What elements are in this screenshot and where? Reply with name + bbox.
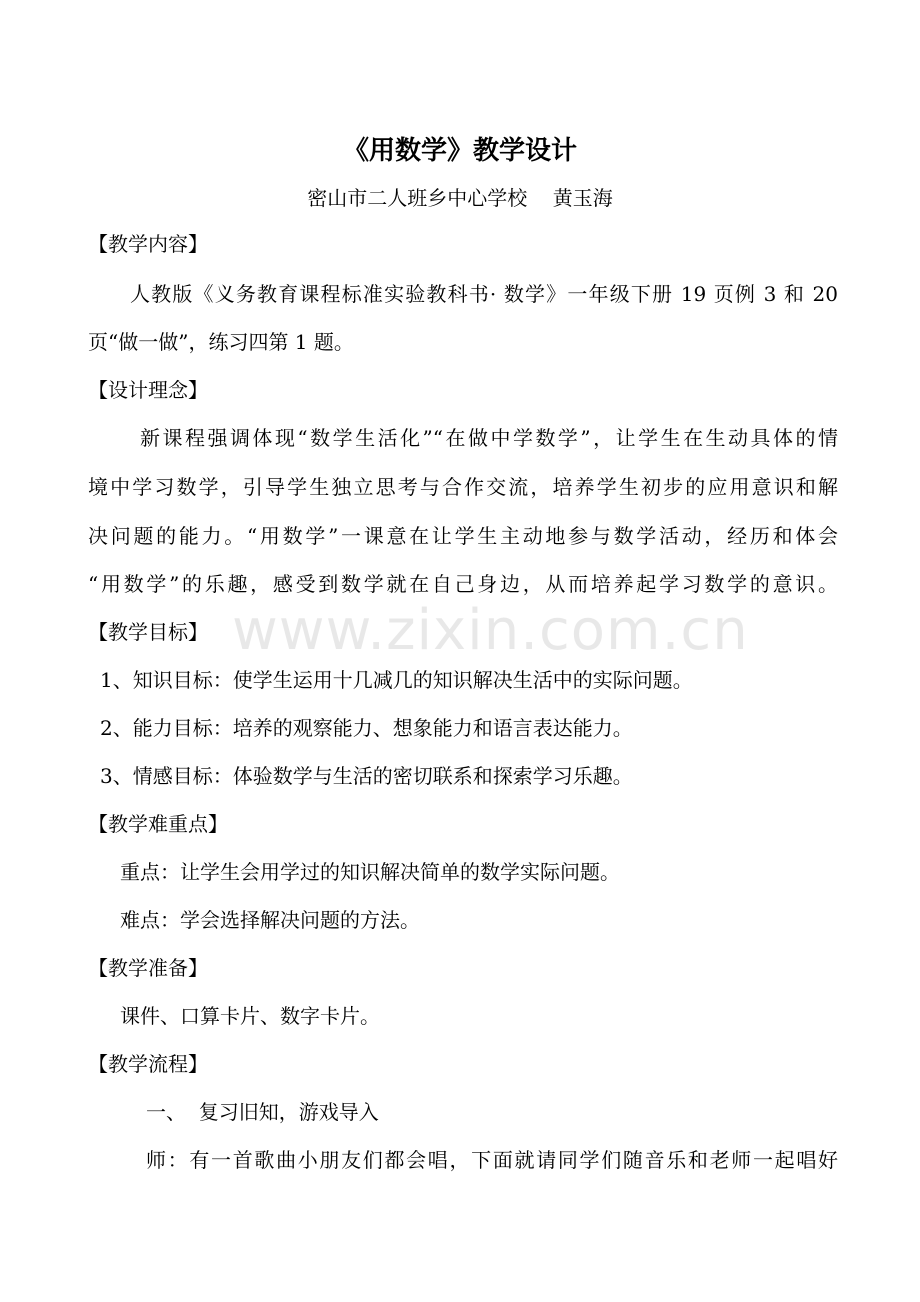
concept-paragraph-line: 决问题的能力。“用数学”一课意在让学生主动地参与数学活动，经历和体会 xyxy=(88,524,838,548)
section-heading-key-points: 【教学难重点】 xyxy=(88,812,228,836)
process-paragraph-line: 师：有一首歌曲小朋友们都会唱，下面就请同学们随音乐和老师一起唱好 xyxy=(146,1148,838,1172)
section-heading-process: 【教学流程】 xyxy=(88,1052,208,1076)
section-heading-goals: 【教学目标】 xyxy=(88,620,208,644)
concept-paragraph-line: 境中学习数学，引导学生独立思考与合作交流，培养学生初步的应用意识和解 xyxy=(88,475,838,499)
concept-paragraph-line: “用数学”的乐趣，感受到数学就在自己身边，从而培养起学习数学的意识。 xyxy=(88,572,838,596)
content-paragraph-line: 页“做一做”，练习四第 1 题。 xyxy=(88,330,354,354)
section-heading-preparation: 【教学准备】 xyxy=(88,956,208,980)
preparation-text: 课件、口算卡片、数字卡片。 xyxy=(120,1004,380,1028)
content-paragraph-line: 人教版《义务教育课程标准实验教科书· 数学》一年级下册 19 页例 3 和 20 xyxy=(130,282,838,306)
key-point-text: 重点：让学生会用学过的知识解决简单的数学实际问题。 xyxy=(120,860,620,884)
goal-item: 3、情感目标：体验数学与生活的密切联系和探索学习乐趣。 xyxy=(100,764,633,788)
author-line: 密山市二人班乡中心学校 黄玉海 xyxy=(307,186,613,210)
goal-item: 2、能力目标：培养的观察能力、想象能力和语言表达能力。 xyxy=(100,716,633,740)
document-title: 《用数学》教学设计 xyxy=(342,136,577,166)
concept-paragraph-line: 新课程强调体现“数学生活化”“在做中学数学”，让学生在生动具体的情 xyxy=(140,426,838,450)
watermark: www.zixin.com.cn xyxy=(232,598,749,663)
difficult-point-text: 难点：学会选择解决问题的方法。 xyxy=(120,908,420,932)
section-heading-concept: 【设计理念】 xyxy=(88,378,208,402)
process-step: 一、 复习旧知，游戏导入 xyxy=(146,1100,379,1124)
goal-item: 1、知识目标：使学生运用十几减几的知识解决生活中的实际问题。 xyxy=(100,668,693,692)
section-heading-content: 【教学内容】 xyxy=(88,232,208,256)
